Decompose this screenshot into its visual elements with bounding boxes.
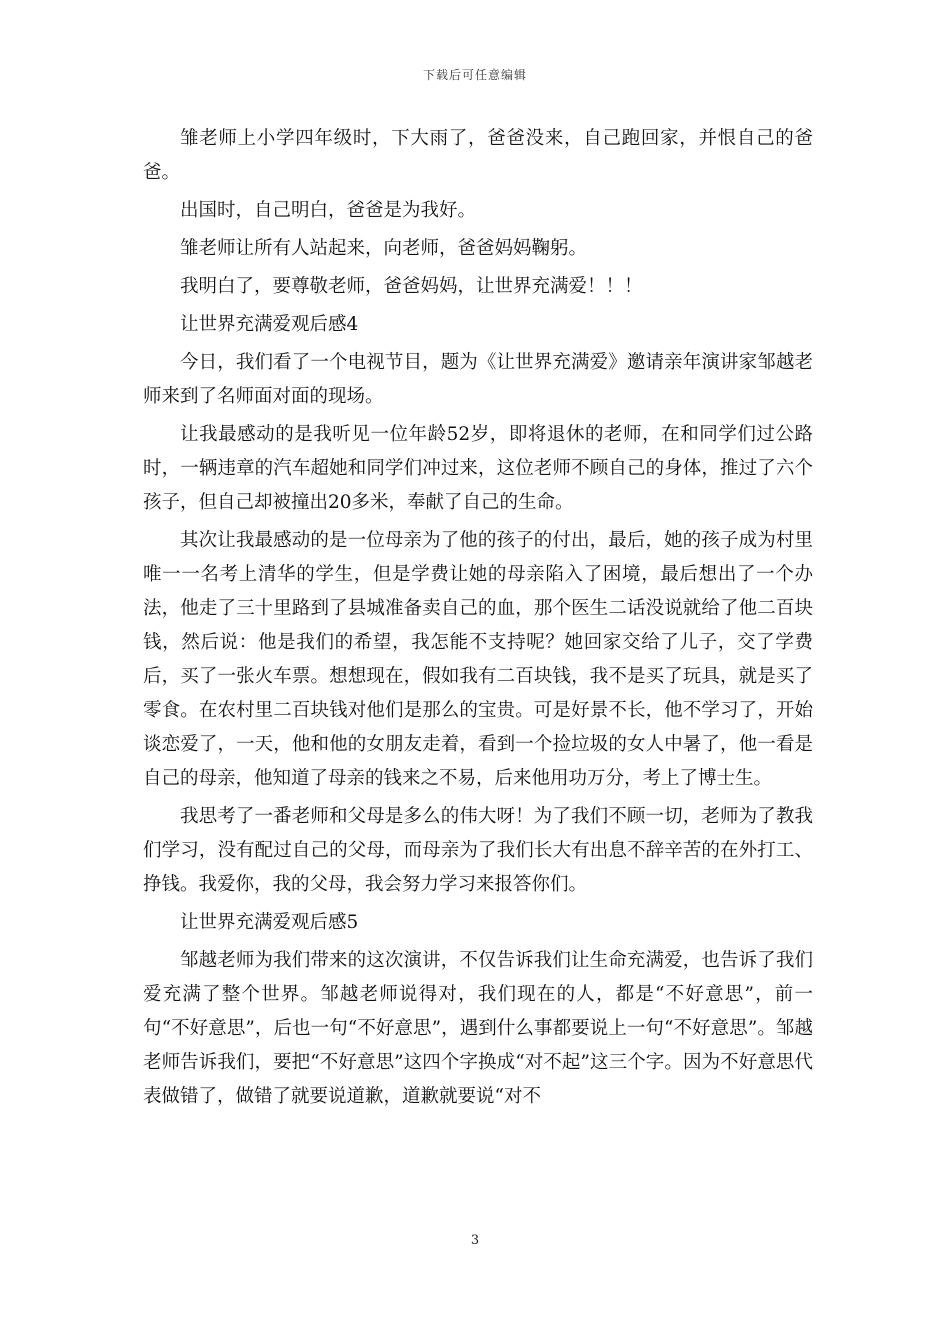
paragraph: 我思考了一番老师和父母是多么的伟大呀！为了我们不顾一切，老师为了教我们学习，没有配过自己的父母，而母亲为了我们长大有出息不辞辛苦的在外打工、挣钱。我爱你，我的父母，我会努力学习来报答你们。 (143, 806, 813, 895)
paragraph: 我明白了，要尊敬老师，爸爸妈妈，让世界充满爱！！！ (180, 276, 643, 297)
page-header: 下载后可任意编辑 (422, 68, 527, 82)
paragraph: 出国时，自己明白，爸爸是为我好。 (180, 200, 477, 221)
paragraph: 今日，我们看了一个电视节目，题为《让世界充满爱》邀请亲年演讲家邹越老师来到了名师面对面的现场。 (143, 352, 813, 407)
page-number: 3 (470, 1233, 480, 1248)
document-body (143, 122, 813, 1118)
section-heading: 让世界充满爱观后感5 (180, 912, 359, 933)
paragraph: 其次让我最感动的是一位母亲为了他的孩子的付出，最后，她的孩子成为村里唯一一名考上清华的学生，但是学费让她的母亲陷入了困境，最后想出了一个办法，他走了三十里路到了县城准备卖自己的血，那个医生二话没说就给了他二百块钱，然后说：他是我们的希望，我怎能不支持呢？她回家交给了儿子，交了学费后，买了一张火车票。想想现在，假如我有二百块钱，我不是买了玩具，就是买了零食。在农村里二百块钱对他们是那么的宝贵。可是好景不长，他不学习了，开始谈恋爱了，一天，他和他的女朋友走着，看到一个捡垃圾的女人中暑了，他一看是自己的母亲，他知道了母亲的钱来之不易，后来他用功万分，考上了博士生。 (143, 530, 813, 789)
section-heading: 让世界充满爱观后感4 (180, 314, 359, 335)
paragraph: 雏老师上小学四年级时，下大雨了，爸爸没来，自己跑回家，并恨自己的爸爸。 (143, 128, 813, 183)
paragraph: 让我最感动的是我听见一位年龄52岁，即将退休的老师，在和同学们过公路时，一辆违章的汽车超她和同学们冲过来，这位老师不顾自己的身体，推过了六个孩子，但自己却被撞出20多米，奉献了自己的生命。 (143, 424, 813, 513)
paragraph: 邹越老师为我们带来的这次演讲，不仅告诉我们让生命充满爱，也告诉了我们爱充满了整个世界。邹越老师说得对，我们现在的人，都是“不好意思”，前一句“不好意思”，后也一句“不好意思”，遇到什么事都要说上一句“不好意思”。邹越老师告诉我们，要把“不好意思”这四个字换成“对不起”这三个字。因为不好意思代表做错了，做错了就要说道歉，道歉就要说“对不 (143, 950, 813, 1107)
paragraph: 雏老师让所有人站起来，向老师，爸爸妈妈鞠躬。 (180, 238, 588, 259)
